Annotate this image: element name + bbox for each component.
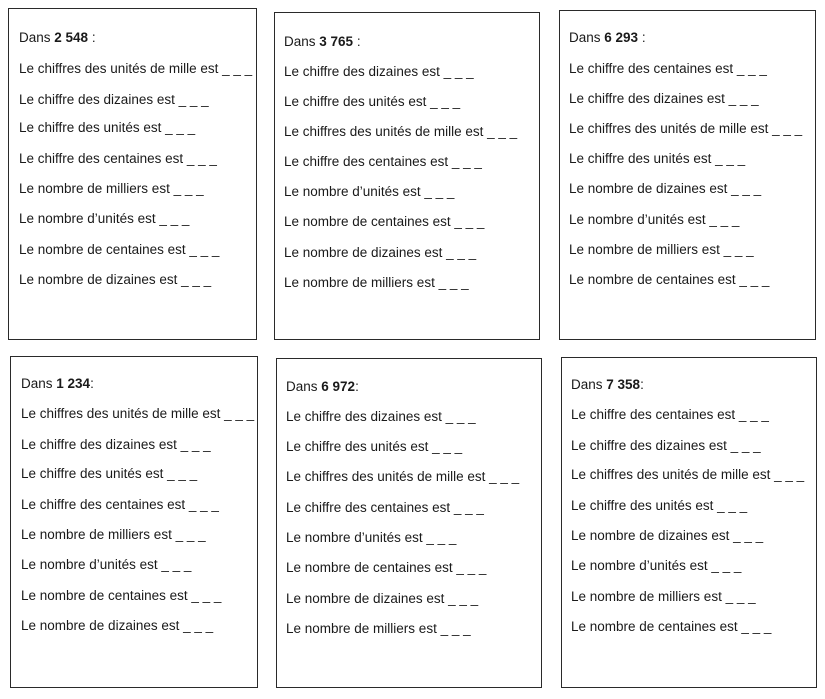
question-line: Le nombre de milliers est _ _ _ (21, 527, 206, 542)
exercise-card-6293 (559, 10, 816, 340)
question-line: Le nombre d’unités est _ _ _ (286, 530, 457, 545)
question-line: Le nombre de dizaines est _ _ _ (19, 272, 212, 287)
question-line: Le nombre de centaines est _ _ _ (569, 272, 770, 287)
exercise-card-7358 (561, 357, 817, 688)
question-line: Le nombre de milliers est _ _ _ (286, 621, 471, 636)
question-line: Le nombre de centaines est _ _ _ (19, 242, 220, 257)
question-line: Le chiffres des unités de mille est _ _ _ (569, 121, 803, 136)
question-line: Le chiffre des unités est _ _ _ (286, 439, 463, 454)
question-line: Le nombre de milliers est _ _ _ (19, 181, 204, 196)
exercise-card-2548 (8, 8, 257, 340)
question-line: Le chiffre des centaines est _ _ _ (286, 500, 484, 515)
question-line: Le nombre de centaines est _ _ _ (286, 560, 487, 575)
question-line: Le nombre de centaines est _ _ _ (21, 588, 222, 603)
question-line: Le nombre d’unités est _ _ _ (19, 211, 190, 226)
exercise-card-3765 (274, 12, 540, 340)
question-line: Le chiffre des dizaines est _ _ _ (284, 64, 474, 79)
question-line: Le nombre de dizaines est _ _ _ (284, 245, 477, 260)
question-line: Le chiffre des unités est _ _ _ (19, 120, 196, 135)
question-line: Le nombre d’unités est _ _ _ (284, 184, 455, 199)
question-line: Le chiffre des unités est _ _ _ (21, 466, 198, 481)
question-line: Le chiffres des unités de mille est _ _ _ (19, 61, 253, 76)
question-line: Le chiffre des dizaines est _ _ _ (571, 438, 761, 453)
question-line: Le chiffres des unités de mille est _ _ _ (571, 467, 805, 482)
question-line: Le nombre de dizaines est _ _ _ (286, 591, 479, 606)
question-line: Le nombre de centaines est _ _ _ (284, 214, 485, 229)
question-line: Le chiffre des unités est _ _ _ (571, 498, 748, 513)
question-line: Le chiffre des dizaines est _ _ _ (286, 409, 476, 424)
question-line: Le chiffre des centaines est _ _ _ (569, 61, 767, 76)
question-line: Le chiffres des unités de mille est _ _ _ (284, 124, 518, 139)
card-title: Dans 1 234: (21, 376, 94, 391)
question-line: Le chiffres des unités de mille est _ _ _ (21, 406, 255, 421)
card-title: Dans 3 765 : (284, 34, 361, 49)
card-title: Dans 7 358: (571, 377, 644, 392)
question-line: Le chiffre des centaines est _ _ _ (19, 151, 217, 166)
question-line: Le nombre d’unités est _ _ _ (569, 212, 740, 227)
question-line: Le chiffre des unités est _ _ _ (284, 94, 461, 109)
card-title: Dans 6 293 : (569, 30, 646, 45)
exercise-card-1234 (10, 356, 258, 688)
exercise-card-6972 (276, 358, 542, 688)
question-line: Le nombre de milliers est _ _ _ (284, 275, 469, 290)
question-line: Le chiffre des centaines est _ _ _ (284, 154, 482, 169)
question-line: Le nombre de dizaines est _ _ _ (21, 618, 214, 633)
question-line: Le nombre de milliers est _ _ _ (569, 242, 754, 257)
question-line: Le nombre de dizaines est _ _ _ (569, 181, 762, 196)
question-line: Le nombre d’unités est _ _ _ (571, 558, 742, 573)
card-title: Dans 6 972: (286, 379, 359, 394)
question-line: Le chiffre des centaines est _ _ _ (571, 407, 769, 422)
question-line: Le chiffre des dizaines est _ _ _ (569, 91, 759, 106)
question-line: Le nombre de dizaines est _ _ _ (571, 528, 764, 543)
question-line: Le chiffre des centaines est _ _ _ (21, 497, 219, 512)
question-line: Le nombre de milliers est _ _ _ (571, 589, 756, 604)
question-line: Le chiffres des unités de mille est _ _ _ (286, 469, 520, 484)
question-line: Le chiffre des dizaines est _ _ _ (19, 92, 209, 107)
question-line: Le chiffre des unités est _ _ _ (569, 151, 746, 166)
question-line: Le nombre de centaines est _ _ _ (571, 619, 772, 634)
question-line: Le nombre d’unités est _ _ _ (21, 557, 192, 572)
card-title: Dans 2 548 : (19, 30, 96, 45)
question-line: Le chiffre des dizaines est _ _ _ (21, 437, 211, 452)
